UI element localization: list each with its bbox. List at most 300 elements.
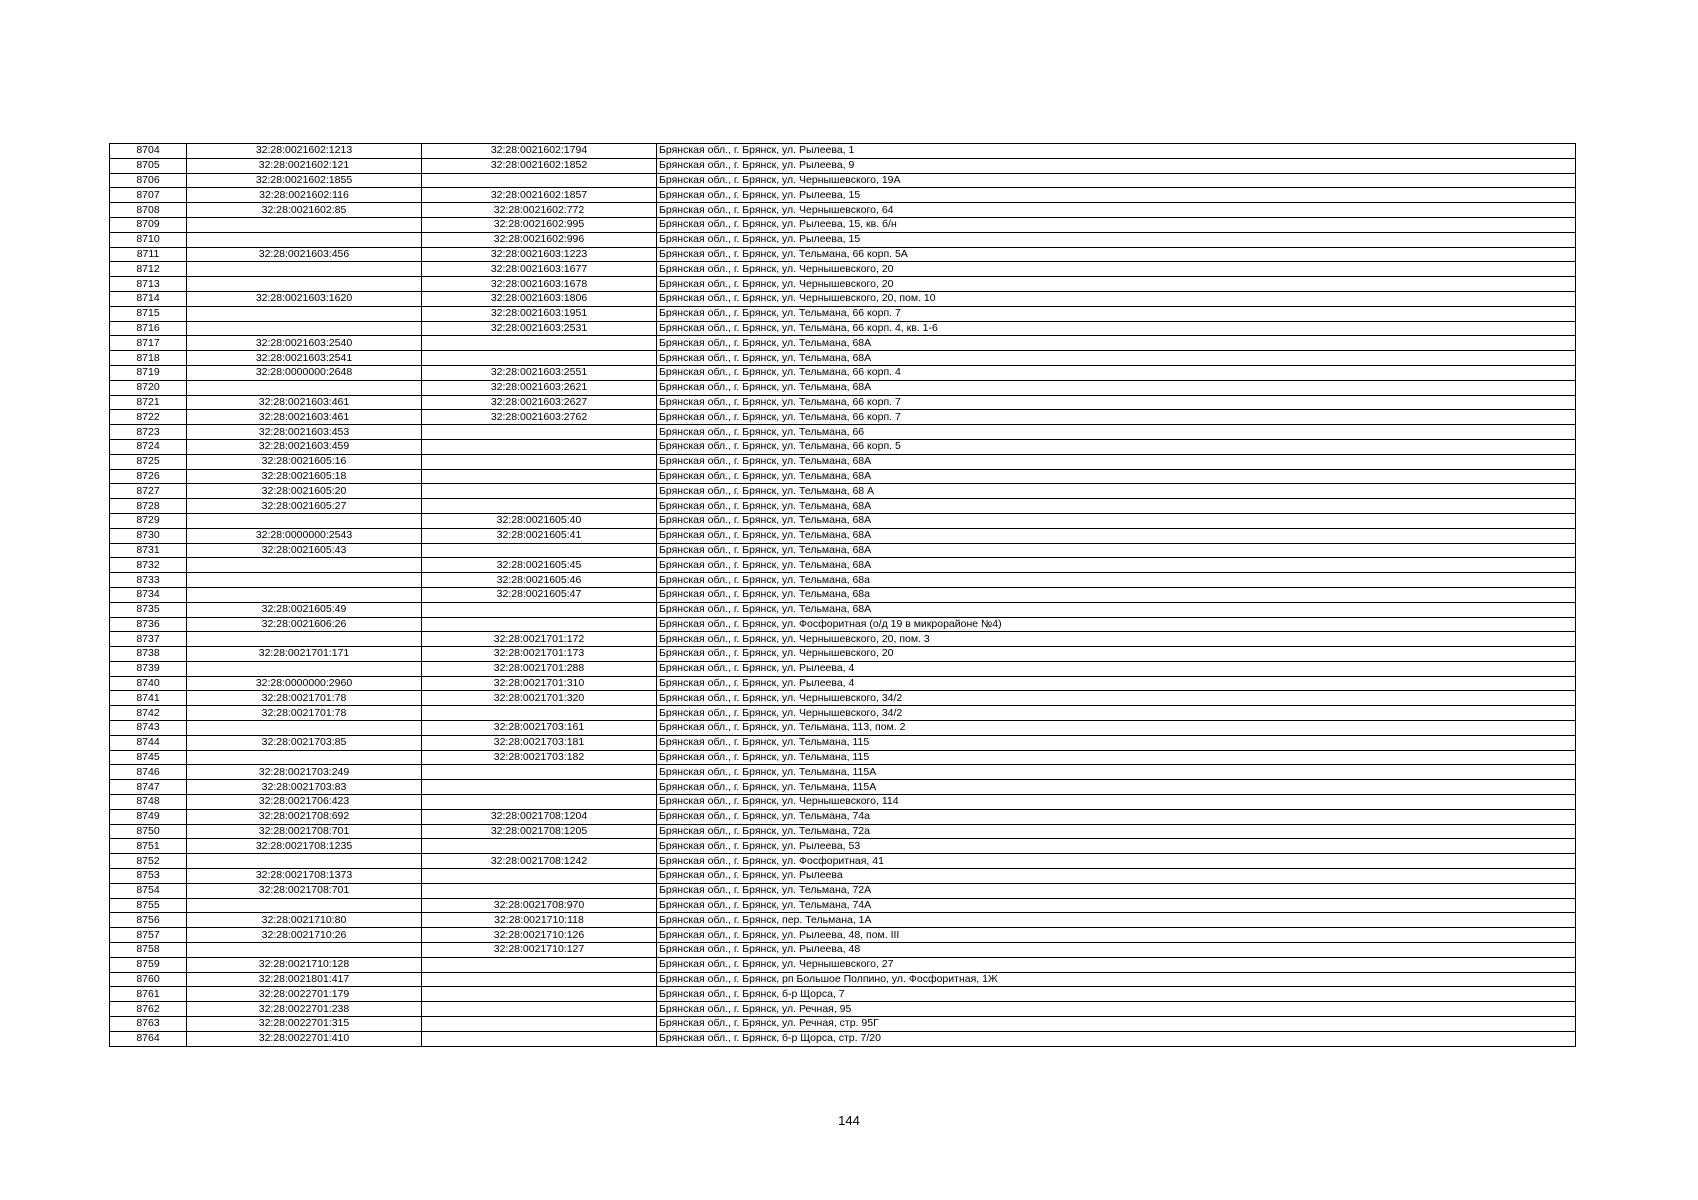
row-number-cell: 8727 <box>110 484 187 499</box>
related-cadastral-number-cell: 32:28:0021701:173 <box>422 647 657 662</box>
table-row <box>110 883 1576 898</box>
address-cell: Брянская обл., г. Брянск, ул. Чернышевского, 27 <box>657 957 1576 972</box>
registry-table-container <box>109 143 1576 1047</box>
related-cadastral-number-cell: 32:28:0021703:161 <box>422 721 657 736</box>
row-number-cell: 8705 <box>110 158 187 173</box>
related-cadastral-number-cell <box>422 987 657 1002</box>
related-cadastral-number-cell: 32:28:0021701:288 <box>422 661 657 676</box>
row-number-cell: 8710 <box>110 232 187 247</box>
row-number-cell: 8735 <box>110 602 187 617</box>
cadastral-number-cell: 32:28:0022701:410 <box>187 1031 422 1046</box>
related-cadastral-number-cell: 32:28:0021701:320 <box>422 691 657 706</box>
cadastral-number-cell: 32:28:0021605:27 <box>187 499 422 514</box>
table-row <box>110 291 1576 306</box>
cadastral-number-cell <box>187 661 422 676</box>
table-row <box>110 336 1576 351</box>
table-row <box>110 1002 1576 1017</box>
row-number-cell: 8753 <box>110 869 187 884</box>
row-number-cell: 8730 <box>110 528 187 543</box>
address-cell: Брянская обл., г. Брянск, ул. Тельмана, 72а <box>657 824 1576 839</box>
related-cadastral-number-cell: 32:28:0021603:2531 <box>422 321 657 336</box>
table-row <box>110 1017 1576 1032</box>
row-number-cell: 8715 <box>110 306 187 321</box>
address-cell: Брянская обл., г. Брянск, ул. Тельмана, 68А <box>657 336 1576 351</box>
address-cell: Брянская обл., г. Брянск, б-р Щорса, 7 <box>657 987 1576 1002</box>
cadastral-number-cell: 32:28:0021703:249 <box>187 765 422 780</box>
address-cell: Брянская обл., г. Брянск, ул. Рылеева, 1 <box>657 144 1576 159</box>
address-cell: Брянская обл., г. Брянск, ул. Тельмана, 72А <box>657 883 1576 898</box>
row-number-cell: 8717 <box>110 336 187 351</box>
cadastral-number-cell: 32:28:0021708:1373 <box>187 869 422 884</box>
table-row <box>110 721 1576 736</box>
address-cell: Брянская обл., г. Брянск, ул. Тельмана, 68 А <box>657 484 1576 499</box>
related-cadastral-number-cell: 32:28:0021603:1806 <box>422 291 657 306</box>
row-number-cell: 8741 <box>110 691 187 706</box>
related-cadastral-number-cell: 32:28:0021603:1951 <box>422 306 657 321</box>
cadastral-number-cell: 32:28:0021605:18 <box>187 469 422 484</box>
related-cadastral-number-cell <box>422 765 657 780</box>
row-number-cell: 8720 <box>110 380 187 395</box>
cadastral-number-cell: 32:28:0021706:423 <box>187 795 422 810</box>
table-row <box>110 513 1576 528</box>
cadastral-number-cell: 32:28:0021710:128 <box>187 957 422 972</box>
cadastral-number-cell <box>187 587 422 602</box>
cadastral-number-cell <box>187 277 422 292</box>
related-cadastral-number-cell: 32:28:0021708:1204 <box>422 809 657 824</box>
cadastral-number-cell: 32:28:0021603:456 <box>187 247 422 262</box>
related-cadastral-number-cell: 32:28:0021602:996 <box>422 232 657 247</box>
related-cadastral-number-cell <box>422 957 657 972</box>
table-row <box>110 380 1576 395</box>
address-cell: Брянская обл., г. Брянск, ул. Рылеева, 4 <box>657 676 1576 691</box>
address-cell: Брянская обл., г. Брянск, ул. Тельмана, 68А <box>657 499 1576 514</box>
cadastral-number-cell: 32:28:0021710:80 <box>187 913 422 928</box>
table-row <box>110 972 1576 987</box>
row-number-cell: 8719 <box>110 365 187 380</box>
related-cadastral-number-cell: 32:28:0021605:40 <box>422 513 657 528</box>
address-cell: Брянская обл., г. Брянск, ул. Рылеева, 53 <box>657 839 1576 854</box>
cadastral-number-cell: 32:28:0021602:116 <box>187 188 422 203</box>
address-cell: Брянская обл., г. Брянск, ул. Чернышевского, 20, пом. 3 <box>657 632 1576 647</box>
table-row <box>110 691 1576 706</box>
table-row <box>110 262 1576 277</box>
row-number-cell: 8729 <box>110 513 187 528</box>
cadastral-number-cell <box>187 232 422 247</box>
address-cell: Брянская обл., г. Брянск, ул. Тельмана, 66 корп. 7 <box>657 395 1576 410</box>
cadastral-number-cell: 32:28:0022701:238 <box>187 1002 422 1017</box>
related-cadastral-number-cell: 32:28:0021710:126 <box>422 928 657 943</box>
row-number-cell: 8756 <box>110 913 187 928</box>
row-number-cell: 8759 <box>110 957 187 972</box>
address-cell: Брянская обл., г. Брянск, ул. Чернышевского, 20 <box>657 277 1576 292</box>
table-row <box>110 543 1576 558</box>
row-number-cell: 8746 <box>110 765 187 780</box>
related-cadastral-number-cell <box>422 883 657 898</box>
row-number-cell: 8704 <box>110 144 187 159</box>
related-cadastral-number-cell: 32:28:0021602:1857 <box>422 188 657 203</box>
cadastral-number-cell <box>187 262 422 277</box>
related-cadastral-number-cell <box>422 469 657 484</box>
table-row <box>110 454 1576 469</box>
table-row <box>110 647 1576 662</box>
related-cadastral-number-cell <box>422 484 657 499</box>
row-number-cell: 8745 <box>110 750 187 765</box>
cadastral-number-cell: 32:28:0021603:1620 <box>187 291 422 306</box>
address-cell: Брянская обл., г. Брянск, ул. Тельмана, 68а <box>657 573 1576 588</box>
cadastral-number-cell: 32:28:0021602:121 <box>187 158 422 173</box>
related-cadastral-number-cell <box>422 1017 657 1032</box>
table-row <box>110 632 1576 647</box>
address-cell: Брянская обл., г. Брянск, ул. Тельмана, 68А <box>657 602 1576 617</box>
row-number-cell: 8733 <box>110 573 187 588</box>
cadastral-number-cell <box>187 558 422 573</box>
row-number-cell: 8716 <box>110 321 187 336</box>
related-cadastral-number-cell <box>422 780 657 795</box>
cadastral-number-cell: 32:28:0021701:171 <box>187 647 422 662</box>
table-row <box>110 573 1576 588</box>
address-cell: Брянская обл., г. Брянск, ул. Рылеева, 9 <box>657 158 1576 173</box>
table-row <box>110 587 1576 602</box>
related-cadastral-number-cell: 32:28:0021710:118 <box>422 913 657 928</box>
cadastral-number-cell: 32:28:0021708:692 <box>187 809 422 824</box>
address-cell: Брянская обл., г. Брянск, ул. Тельмана, 68А <box>657 380 1576 395</box>
address-cell: Брянская обл., г. Брянск, ул. Чернышевского, 19А <box>657 173 1576 188</box>
cadastral-number-cell: 32:28:0000000:2960 <box>187 676 422 691</box>
related-cadastral-number-cell: 32:28:0021603:2621 <box>422 380 657 395</box>
cadastral-number-cell: 32:28:0021605:20 <box>187 484 422 499</box>
table-row <box>110 617 1576 632</box>
cadastral-number-cell: 32:28:0021701:78 <box>187 706 422 721</box>
related-cadastral-number-cell: 32:28:0021703:182 <box>422 750 657 765</box>
related-cadastral-number-cell <box>422 351 657 366</box>
cadastral-number-cell <box>187 217 422 232</box>
table-row <box>110 277 1576 292</box>
related-cadastral-number-cell: 32:28:0021602:995 <box>422 217 657 232</box>
row-number-cell: 8722 <box>110 410 187 425</box>
related-cadastral-number-cell: 32:28:0021605:47 <box>422 587 657 602</box>
related-cadastral-number-cell: 32:28:0021603:2551 <box>422 365 657 380</box>
cadastral-number-cell: 32:28:0021603:459 <box>187 439 422 454</box>
row-number-cell: 8726 <box>110 469 187 484</box>
row-number-cell: 8732 <box>110 558 187 573</box>
table-row <box>110 795 1576 810</box>
table-row <box>110 809 1576 824</box>
row-number-cell: 8744 <box>110 735 187 750</box>
related-cadastral-number-cell: 32:28:0021602:1852 <box>422 158 657 173</box>
row-number-cell: 8709 <box>110 217 187 232</box>
row-number-cell: 8762 <box>110 1002 187 1017</box>
cadastral-number-cell: 32:28:0021603:461 <box>187 410 422 425</box>
address-cell: Брянская обл., г. Брянск, ул. Чернышевского, 34/2 <box>657 706 1576 721</box>
row-number-cell: 8731 <box>110 543 187 558</box>
registry-table <box>109 143 1576 1047</box>
address-cell: Брянская обл., г. Брянск, ул. Тельмана, 113, пом. 2 <box>657 721 1576 736</box>
related-cadastral-number-cell: 32:28:0021603:1678 <box>422 277 657 292</box>
table-row <box>110 1031 1576 1046</box>
cadastral-number-cell: 32:28:0021703:85 <box>187 735 422 750</box>
address-cell: Брянская обл., г. Брянск, ул. Фосфоритная (о/д 19 в микрорайоне №4) <box>657 617 1576 632</box>
cadastral-number-cell: 32:28:0021710:26 <box>187 928 422 943</box>
related-cadastral-number-cell: 32:28:0021708:970 <box>422 898 657 913</box>
row-number-cell: 8752 <box>110 854 187 869</box>
table-row <box>110 957 1576 972</box>
related-cadastral-number-cell <box>422 602 657 617</box>
address-cell: Брянская обл., г. Брянск, ул. Тельмана, 115 <box>657 750 1576 765</box>
row-number-cell: 8711 <box>110 247 187 262</box>
cadastral-number-cell: 32:28:0021801:417 <box>187 972 422 987</box>
cadastral-number-cell <box>187 573 422 588</box>
row-number-cell: 8738 <box>110 647 187 662</box>
table-row <box>110 706 1576 721</box>
related-cadastral-number-cell <box>422 839 657 854</box>
table-row <box>110 735 1576 750</box>
row-number-cell: 8728 <box>110 499 187 514</box>
cadastral-number-cell: 32:28:0021603:2540 <box>187 336 422 351</box>
table-row <box>110 425 1576 440</box>
cadastral-number-cell <box>187 321 422 336</box>
related-cadastral-number-cell: 32:28:0021708:1205 <box>422 824 657 839</box>
row-number-cell: 8761 <box>110 987 187 1002</box>
address-cell: Брянская обл., г. Брянск, рп Большое Полпино, ул. Фосфоритная, 1Ж <box>657 972 1576 987</box>
address-cell: Брянская обл., г. Брянск, ул. Тельмана, 68А <box>657 513 1576 528</box>
table-row <box>110 351 1576 366</box>
table-row <box>110 780 1576 795</box>
cadastral-number-cell: 32:28:0021605:43 <box>187 543 422 558</box>
cadastral-number-cell: 32:28:0021606:26 <box>187 617 422 632</box>
address-cell: Брянская обл., г. Брянск, ул. Тельмана, 66 корп. 5 <box>657 439 1576 454</box>
address-cell: Брянская обл., г. Брянск, ул. Рылеева <box>657 869 1576 884</box>
row-number-cell: 8755 <box>110 898 187 913</box>
table-row <box>110 528 1576 543</box>
address-cell: Брянская обл., г. Брянск, ул. Чернышевского, 20 <box>657 647 1576 662</box>
cadastral-number-cell: 32:28:0021605:16 <box>187 454 422 469</box>
row-number-cell: 8736 <box>110 617 187 632</box>
address-cell: Брянская обл., г. Брянск, ул. Рылеева, 15, кв. б/н <box>657 217 1576 232</box>
address-cell: Брянская обл., г. Брянск, ул. Чернышевского, 34/2 <box>657 691 1576 706</box>
row-number-cell: 8740 <box>110 676 187 691</box>
table-row <box>110 824 1576 839</box>
table-row <box>110 928 1576 943</box>
address-cell: Брянская обл., г. Брянск, ул. Тельмана, 115 <box>657 735 1576 750</box>
row-number-cell: 8739 <box>110 661 187 676</box>
address-cell: Брянская обл., г. Брянск, ул. Тельмана, 68А <box>657 543 1576 558</box>
row-number-cell: 8754 <box>110 883 187 898</box>
cadastral-number-cell: 32:28:0021605:49 <box>187 602 422 617</box>
table-row <box>110 558 1576 573</box>
page-number: 144 <box>838 1113 860 1128</box>
related-cadastral-number-cell: 32:28:0021701:172 <box>422 632 657 647</box>
address-cell: Брянская обл., г. Брянск, ул. Чернышевского, 64 <box>657 203 1576 218</box>
related-cadastral-number-cell <box>422 869 657 884</box>
row-number-cell: 8763 <box>110 1017 187 1032</box>
address-cell: Брянская обл., г. Брянск, ул. Тельмана, 74А <box>657 898 1576 913</box>
table-row <box>110 898 1576 913</box>
cadastral-number-cell: 32:28:0021603:2541 <box>187 351 422 366</box>
address-cell: Брянская обл., г. Брянск, ул. Речная, стр. 95Г <box>657 1017 1576 1032</box>
address-cell: Брянская обл., г. Брянск, ул. Чернышевского, 114 <box>657 795 1576 810</box>
address-cell: Брянская обл., г. Брянск, ул. Рылеева, 15 <box>657 232 1576 247</box>
table-row <box>110 661 1576 676</box>
address-cell: Брянская обл., г. Брянск, ул. Речная, 95 <box>657 1002 1576 1017</box>
address-cell: Брянская обл., г. Брянск, ул. Рылеева, 4 <box>657 661 1576 676</box>
row-number-cell: 8706 <box>110 173 187 188</box>
table-row <box>110 203 1576 218</box>
row-number-cell: 8718 <box>110 351 187 366</box>
address-cell: Брянская обл., г. Брянск, ул. Тельмана, 68А <box>657 469 1576 484</box>
cadastral-number-cell: 32:28:0021701:78 <box>187 691 422 706</box>
address-cell: Брянская обл., г. Брянск, ул. Тельмана, 68а <box>657 587 1576 602</box>
address-cell: Брянская обл., г. Брянск, ул. Тельмана, 66 корп. 7 <box>657 306 1576 321</box>
address-cell: Брянская обл., г. Брянск, ул. Тельмана, 68А <box>657 351 1576 366</box>
row-number-cell: 8750 <box>110 824 187 839</box>
related-cadastral-number-cell <box>422 543 657 558</box>
row-number-cell: 8723 <box>110 425 187 440</box>
related-cadastral-number-cell: 32:28:0021605:41 <box>422 528 657 543</box>
address-cell: Брянская обл., г. Брянск, ул. Тельмана, 68А <box>657 454 1576 469</box>
table-row <box>110 987 1576 1002</box>
row-number-cell: 8734 <box>110 587 187 602</box>
cadastral-number-cell <box>187 854 422 869</box>
row-number-cell: 8758 <box>110 943 187 958</box>
cadastral-number-cell: 32:28:0022701:315 <box>187 1017 422 1032</box>
related-cadastral-number-cell <box>422 1031 657 1046</box>
row-number-cell: 8747 <box>110 780 187 795</box>
cadastral-number-cell <box>187 750 422 765</box>
related-cadastral-number-cell <box>422 972 657 987</box>
related-cadastral-number-cell: 32:28:0021703:181 <box>422 735 657 750</box>
table-row <box>110 247 1576 262</box>
row-number-cell: 8751 <box>110 839 187 854</box>
table-row <box>110 765 1576 780</box>
cadastral-number-cell <box>187 306 422 321</box>
table-row <box>110 750 1576 765</box>
row-number-cell: 8764 <box>110 1031 187 1046</box>
address-cell: Брянская обл., г. Брянск, ул. Тельмана, 66 корп. 4, кв. 1-6 <box>657 321 1576 336</box>
cadastral-number-cell <box>187 513 422 528</box>
cadastral-number-cell: 32:28:0021602:85 <box>187 203 422 218</box>
cadastral-number-cell: 32:28:0021603:453 <box>187 425 422 440</box>
table-row <box>110 232 1576 247</box>
row-number-cell: 8724 <box>110 439 187 454</box>
row-number-cell: 8708 <box>110 203 187 218</box>
cadastral-number-cell: 32:28:0021603:461 <box>187 395 422 410</box>
cadastral-number-cell: 32:28:0000000:2648 <box>187 365 422 380</box>
table-row <box>110 943 1576 958</box>
address-cell: Брянская обл., г. Брянск, б-р Щорса, стр. 7/20 <box>657 1031 1576 1046</box>
related-cadastral-number-cell: 32:28:0021603:2627 <box>422 395 657 410</box>
table-row <box>110 144 1576 159</box>
related-cadastral-number-cell: 32:28:0021701:310 <box>422 676 657 691</box>
table-row <box>110 365 1576 380</box>
related-cadastral-number-cell: 32:28:0021710:127 <box>422 943 657 958</box>
address-cell: Брянская обл., г. Брянск, ул. Рылеева, 15 <box>657 188 1576 203</box>
cadastral-number-cell <box>187 943 422 958</box>
related-cadastral-number-cell <box>422 454 657 469</box>
cadastral-number-cell: 32:28:0000000:2543 <box>187 528 422 543</box>
address-cell: Брянская обл., г. Брянск, ул. Тельмана, 66 корп. 5А <box>657 247 1576 262</box>
related-cadastral-number-cell <box>422 499 657 514</box>
cadastral-number-cell <box>187 721 422 736</box>
address-cell: Брянская обл., г. Брянск, ул. Тельмана, 115А <box>657 765 1576 780</box>
table-row <box>110 217 1576 232</box>
table-row <box>110 306 1576 321</box>
row-number-cell: 8707 <box>110 188 187 203</box>
row-number-cell: 8743 <box>110 721 187 736</box>
row-number-cell: 8757 <box>110 928 187 943</box>
table-row <box>110 410 1576 425</box>
row-number-cell: 8712 <box>110 262 187 277</box>
address-cell: Брянская обл., г. Брянск, ул. Тельмана, 66 корп. 4 <box>657 365 1576 380</box>
row-number-cell: 8725 <box>110 454 187 469</box>
cadastral-number-cell <box>187 380 422 395</box>
related-cadastral-number-cell: 32:28:0021708:1242 <box>422 854 657 869</box>
address-cell: Брянская обл., г. Брянск, ул. Тельмана, 68А <box>657 528 1576 543</box>
table-row <box>110 173 1576 188</box>
cadastral-number-cell <box>187 898 422 913</box>
table-row <box>110 854 1576 869</box>
table-row <box>110 499 1576 514</box>
address-cell: Брянская обл., г. Брянск, ул. Чернышевского, 20 <box>657 262 1576 277</box>
row-number-cell: 8749 <box>110 809 187 824</box>
related-cadastral-number-cell <box>422 439 657 454</box>
related-cadastral-number-cell: 32:28:0021605:45 <box>422 558 657 573</box>
row-number-cell: 8721 <box>110 395 187 410</box>
row-number-cell: 8760 <box>110 972 187 987</box>
cadastral-number-cell: 32:28:0021703:83 <box>187 780 422 795</box>
row-number-cell: 8748 <box>110 795 187 810</box>
address-cell: Брянская обл., г. Брянск, пер. Тельмана, 1А <box>657 913 1576 928</box>
row-number-cell: 8737 <box>110 632 187 647</box>
address-cell: Брянская обл., г. Брянск, ул. Тельмана, 115А <box>657 780 1576 795</box>
related-cadastral-number-cell: 32:28:0021603:1677 <box>422 262 657 277</box>
cadastral-number-cell: 32:28:0021708:1235 <box>187 839 422 854</box>
row-number-cell: 8713 <box>110 277 187 292</box>
table-row <box>110 321 1576 336</box>
table-row <box>110 484 1576 499</box>
table-row <box>110 869 1576 884</box>
address-cell: Брянская обл., г. Брянск, ул. Чернышевского, 20, пом. 10 <box>657 291 1576 306</box>
related-cadastral-number-cell <box>422 706 657 721</box>
related-cadastral-number-cell: 32:28:0021602:772 <box>422 203 657 218</box>
table-row <box>110 839 1576 854</box>
related-cadastral-number-cell <box>422 795 657 810</box>
row-number-cell: 8714 <box>110 291 187 306</box>
table-row <box>110 158 1576 173</box>
related-cadastral-number-cell: 32:28:0021603:1223 <box>422 247 657 262</box>
row-number-cell: 8742 <box>110 706 187 721</box>
related-cadastral-number-cell: 32:28:0021603:2762 <box>422 410 657 425</box>
cadastral-number-cell: 32:28:0021708:701 <box>187 883 422 898</box>
table-row <box>110 602 1576 617</box>
cadastral-number-cell: 32:28:0021602:1855 <box>187 173 422 188</box>
related-cadastral-number-cell: 32:28:0021605:46 <box>422 573 657 588</box>
table-row <box>110 439 1576 454</box>
address-cell: Брянская обл., г. Брянск, ул. Фосфоритная, 41 <box>657 854 1576 869</box>
cadastral-number-cell: 32:28:0021708:701 <box>187 824 422 839</box>
table-row <box>110 469 1576 484</box>
related-cadastral-number-cell <box>422 336 657 351</box>
related-cadastral-number-cell <box>422 1002 657 1017</box>
table-row <box>110 188 1576 203</box>
address-cell: Брянская обл., г. Брянск, ул. Рылеева, 48 <box>657 943 1576 958</box>
table-row <box>110 676 1576 691</box>
cadastral-number-cell <box>187 632 422 647</box>
related-cadastral-number-cell: 32:28:0021602:1794 <box>422 144 657 159</box>
address-cell: Брянская обл., г. Брянск, ул. Тельмана, 68А <box>657 558 1576 573</box>
address-cell: Брянская обл., г. Брянск, ул. Тельмана, 74а <box>657 809 1576 824</box>
address-cell: Брянская обл., г. Брянск, ул. Тельмана, 66 корп. 7 <box>657 410 1576 425</box>
related-cadastral-number-cell <box>422 173 657 188</box>
